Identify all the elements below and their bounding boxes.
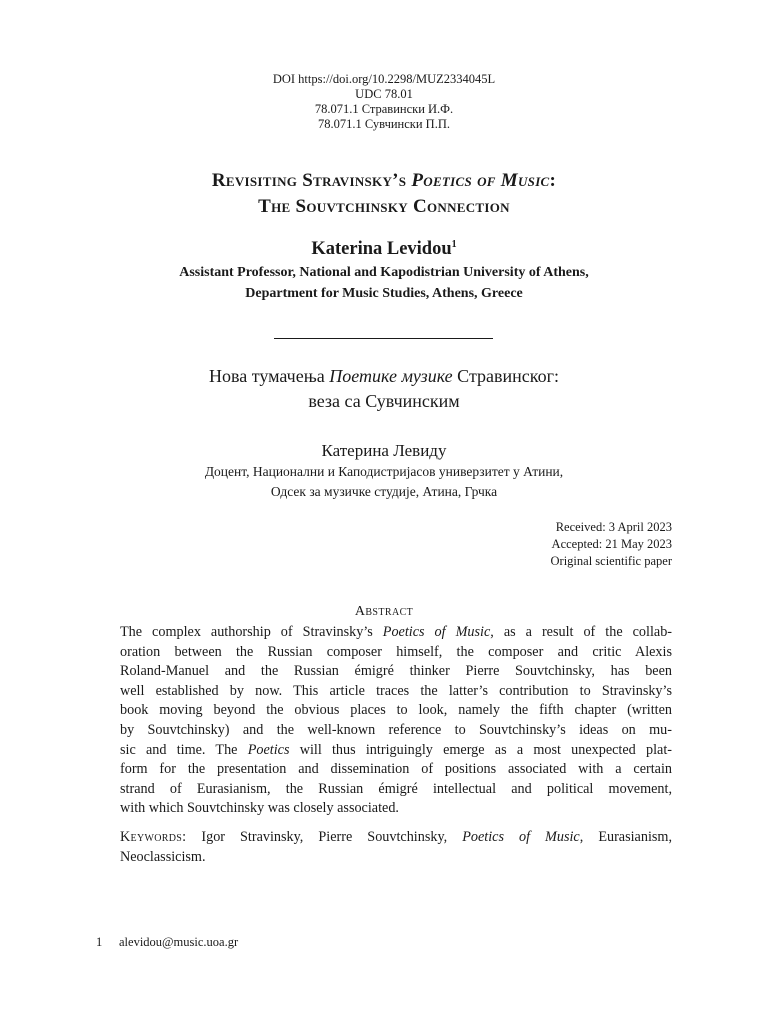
abstract-line (120, 623, 672, 643)
title-text-a: Revisiting Stravinsky’s (211, 170, 412, 191)
serbian-affiliation (0, 462, 768, 502)
abstract-line: form for the presentation and dissemination of positions associated with a certain (120, 761, 672, 778)
abstract-line: by Souvtchinsky) and the well-known reference to Souvtchinsky’s ideas on mu- (120, 721, 672, 738)
serbian-title-line-1 (0, 364, 768, 389)
abstract-heading: Abstract (354, 604, 414, 619)
serbian-affiliation-line-2: Одсек за музичке студије, Атина, Грчка (270, 484, 498, 499)
serbian-title-a: Нова тумачења (209, 366, 330, 386)
publication-dates (551, 519, 672, 570)
author-affiliation (0, 262, 768, 304)
accepted-date: Accepted: 21 May 2023 (551, 537, 672, 551)
article-metadata (0, 72, 768, 132)
title-text-italic: Poetics of Music (411, 170, 550, 191)
classification-line-2: 78.071.1 Сувчински П.П. (318, 117, 450, 131)
udc-line: UDC 78.01 (355, 87, 413, 101)
abstract-text: The complex authorship of Stravinsky’s (120, 624, 383, 640)
abstract-line: well established by now. This article traces the latter’s contribution to Stravinsky’s (120, 682, 672, 699)
doi-line[interactable]: DOI https://doi.org/10.2298/MUZ2334045L (272, 72, 496, 86)
section-divider (274, 338, 493, 339)
serbian-title-italic: Поетике музике (329, 366, 453, 386)
title-line-2: The Souvtchinsky Connection (258, 196, 510, 217)
abstract-text: , as a result of the collab- (490, 624, 673, 640)
footnote-number: 1 (96, 935, 103, 949)
keywords-label: Keywords: (120, 829, 187, 845)
abstract-line: book moving beyond the obvious places to look, namely the fifth chapter (written (120, 702, 672, 719)
author-name-text: Katerina Levidou (311, 239, 452, 259)
serbian-title-c: Стравинског: (452, 366, 559, 386)
article-title (0, 168, 768, 220)
abstract-text: sic and time. The (120, 741, 248, 758)
affiliation-line-1: Assistant Professor, National and Kapodistrian University of Athens, (179, 265, 589, 280)
footnote-mark[interactable]: 1 (451, 238, 457, 250)
keywords-text: , Eurasianism, (579, 829, 672, 845)
keywords (120, 828, 672, 867)
abstract-italic: Poetics of Music (382, 624, 491, 640)
classification-line-1: 78.071.1 Стравински И.Ф. (314, 102, 454, 116)
keywords-line (120, 828, 672, 848)
footnote-email[interactable]: alevidou@music.uoa.gr (119, 935, 239, 949)
serbian-author-name: Катерина Левиду (321, 441, 447, 460)
keywords-text: Igor Stravinsky, Pierre Souvtchinsky, (186, 829, 463, 845)
serbian-affiliation-line-1: Доцент, Национални и Каподистријасов универзитет у Атини, (204, 464, 564, 479)
abstract-line: with which Souvtchinsky was closely associated. (120, 800, 399, 817)
keywords-line: Neoclassicism. (120, 848, 206, 865)
abstract-line: strand of Eurasianism, the Russian émigré intellectual and political movement, (120, 780, 672, 797)
title-text-c: : (549, 170, 557, 191)
title-line-1 (0, 168, 768, 194)
affiliation-line-2: Department for Music Studies, Athens, Greece (245, 286, 523, 301)
serbian-title (0, 364, 768, 414)
abstract-line (120, 741, 672, 761)
abstract-italic: Poetics (247, 741, 290, 758)
serbian-title-line-2: веза са Сувчинским (308, 391, 460, 411)
keywords-italic: Poetics of Music (462, 829, 580, 845)
abstract-body (120, 623, 672, 819)
abstract-line: oration between the Russian composer himself, the composer and critic Alexis (120, 643, 672, 660)
paper-type: Original scientific paper (550, 554, 672, 568)
received-date: Received: 3 April 2023 (555, 520, 672, 534)
abstract-line: Roland-Manuel and the Russian émigré thinker Pierre Souvtchinsky, has been (120, 663, 672, 680)
footnote (96, 934, 238, 950)
author-name (0, 238, 768, 260)
abstract-text: will thus intriguingly emerge as a most unexpected plat- (289, 741, 672, 758)
